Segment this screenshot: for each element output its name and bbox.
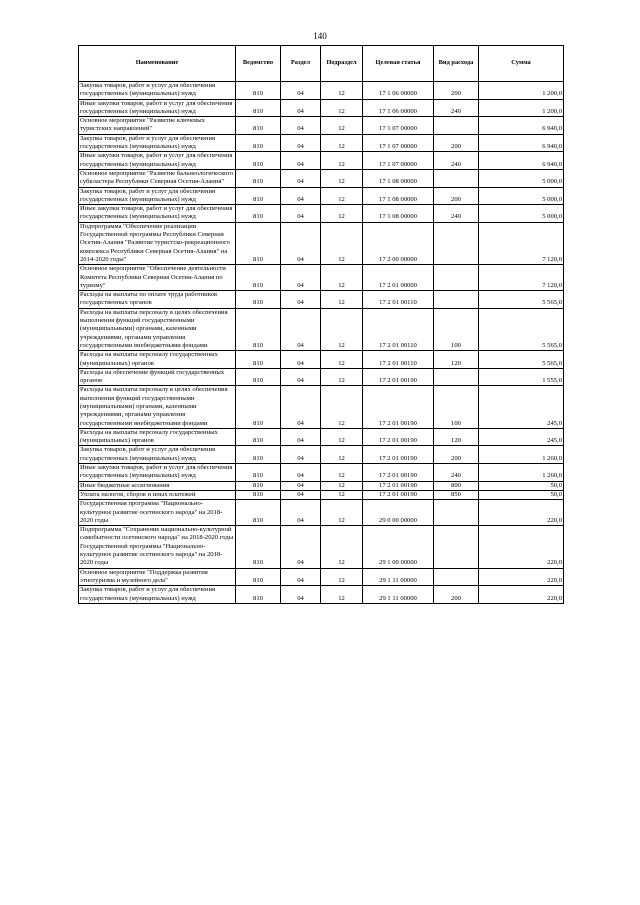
cell-department: 810 — [236, 99, 281, 117]
cell-expense-type — [434, 222, 479, 264]
cell-subsection: 12 — [321, 481, 363, 490]
cell-name: Подпрограмма "Сохранение национально-культурной самобытности осетинского народа" на 2018-2020 годы Государственной программы "Национально-культурное развитие осетинского народа" на 2018-2020 годы — [79, 526, 236, 568]
header-section: Раздел — [281, 46, 321, 82]
cell-section: 04 — [281, 265, 321, 291]
table-row — [79, 351, 564, 369]
table-row — [79, 490, 564, 499]
cell-expense-type: 200 — [434, 82, 479, 100]
cell-target-item: 17 2 01 00190 — [363, 428, 434, 446]
cell-target-item: 29 1 00 00000 — [363, 526, 434, 568]
cell-amount: 6 940,0 — [479, 152, 564, 170]
cell-name: Иные закупки товаров, работ и услуг для обеспечения государственных (муниципальных) нужд — [79, 99, 236, 117]
cell-amount: 220,0 — [479, 526, 564, 568]
cell-section: 04 — [281, 500, 321, 526]
cell-name: Закупка товаров, работ и услуг для обеспечения государственных (муниципальных) нужд — [79, 82, 236, 100]
cell-subsection: 12 — [321, 568, 363, 586]
cell-subsection: 12 — [321, 446, 363, 464]
cell-amount: 5 565,0 — [479, 308, 564, 350]
cell-section: 04 — [281, 291, 321, 309]
table-row — [79, 134, 564, 152]
cell-name: Расходы на выплаты персоналу государственных (муниципальных) органов — [79, 351, 236, 369]
cell-target-item: 17 2 01 00190 — [363, 490, 434, 499]
cell-subsection: 12 — [321, 265, 363, 291]
cell-name: Основное мероприятие "Развитие ключевых туристских направлений" — [79, 117, 236, 135]
table-row — [79, 500, 564, 526]
cell-department: 810 — [236, 169, 281, 187]
cell-amount: 1 200,0 — [479, 82, 564, 100]
cell-department: 810 — [236, 526, 281, 568]
cell-subsection: 12 — [321, 99, 363, 117]
cell-target-item: 17 2 01 00190 — [363, 368, 434, 386]
cell-department: 810 — [236, 481, 281, 490]
cell-subsection: 12 — [321, 464, 363, 482]
header-name: Наименование — [79, 46, 236, 82]
cell-amount: 7 120,0 — [479, 265, 564, 291]
cell-expense-type: 200 — [434, 187, 479, 205]
cell-expense-type — [434, 117, 479, 135]
cell-section: 04 — [281, 481, 321, 490]
cell-target-item: 17 2 01 00110 — [363, 351, 434, 369]
table-row — [79, 152, 564, 170]
cell-target-item: 17 1 08 00000 — [363, 205, 434, 223]
cell-name: Закупка товаров, работ и услуг для обеспечения государственных (муниципальных) нужд — [79, 586, 236, 604]
table-row — [79, 481, 564, 490]
cell-amount: 5 000,0 — [479, 205, 564, 223]
cell-name: Расходы на обеспечение функций государственных органов — [79, 368, 236, 386]
cell-section: 04 — [281, 446, 321, 464]
cell-department: 810 — [236, 368, 281, 386]
cell-section: 04 — [281, 134, 321, 152]
table-row — [79, 187, 564, 205]
cell-target-item: 17 1 06 00000 — [363, 99, 434, 117]
cell-name: Государственная программа "Национально-культурное развитие осетинского народа" на 2018-2020 годы — [79, 500, 236, 526]
cell-target-item: 17 1 06 00000 — [363, 82, 434, 100]
cell-name: Основное мероприятие "Развитие бальнеологического субкластера Республики Северная Осетия-Алания" — [79, 169, 236, 187]
table-row — [79, 308, 564, 350]
header-subsection: Подраздел — [321, 46, 363, 82]
cell-amount: 1 260,0 — [479, 464, 564, 482]
cell-section: 04 — [281, 428, 321, 446]
cell-department: 810 — [236, 308, 281, 350]
cell-section: 04 — [281, 526, 321, 568]
cell-name: Закупка товаров, работ и услуг для обеспечения государственных (муниципальных) нужд — [79, 187, 236, 205]
table-row — [79, 82, 564, 100]
cell-target-item: 29 1 11 00000 — [363, 586, 434, 604]
cell-section: 04 — [281, 351, 321, 369]
cell-expense-type — [434, 568, 479, 586]
cell-section: 04 — [281, 222, 321, 264]
cell-target-item: 29 0 00 00000 — [363, 500, 434, 526]
cell-target-item: 17 2 01 00190 — [363, 446, 434, 464]
cell-name: Иные закупки товаров, работ и услуг для обеспечения государственных (муниципальных) нужд — [79, 464, 236, 482]
table-row — [79, 169, 564, 187]
cell-section: 04 — [281, 490, 321, 499]
table-row — [79, 291, 564, 309]
cell-department: 810 — [236, 568, 281, 586]
cell-subsection: 12 — [321, 386, 363, 428]
cell-expense-type — [434, 500, 479, 526]
table-row — [79, 265, 564, 291]
table-row — [79, 446, 564, 464]
cell-target-item: 17 1 08 00000 — [363, 169, 434, 187]
cell-section: 04 — [281, 308, 321, 350]
table-row — [79, 568, 564, 586]
cell-amount: 220,0 — [479, 500, 564, 526]
cell-department: 810 — [236, 386, 281, 428]
table-row — [79, 222, 564, 264]
cell-amount: 6 940,0 — [479, 134, 564, 152]
cell-section: 04 — [281, 117, 321, 135]
cell-department: 810 — [236, 82, 281, 100]
cell-name: Иные закупки товаров, работ и услуг для обеспечения государственных (муниципальных) нужд — [79, 152, 236, 170]
cell-department: 810 — [236, 291, 281, 309]
cell-section: 04 — [281, 82, 321, 100]
table-row — [79, 464, 564, 482]
cell-expense-type: 200 — [434, 134, 479, 152]
table-row — [79, 368, 564, 386]
cell-subsection: 12 — [321, 117, 363, 135]
cell-expense-type — [434, 169, 479, 187]
cell-section: 04 — [281, 187, 321, 205]
cell-expense-type — [434, 526, 479, 568]
cell-amount: 1 260,0 — [479, 446, 564, 464]
cell-section: 04 — [281, 152, 321, 170]
cell-department: 810 — [236, 117, 281, 135]
cell-expense-type: 240 — [434, 99, 479, 117]
cell-target-item: 17 2 01 00190 — [363, 386, 434, 428]
cell-name: Уплата налогов, сборов и иных платежей — [79, 490, 236, 499]
cell-section: 04 — [281, 386, 321, 428]
cell-amount: 7 120,0 — [479, 222, 564, 264]
cell-target-item: 17 2 01 00190 — [363, 464, 434, 482]
table-row — [79, 117, 564, 135]
cell-name: Расходы на выплаты персоналу в целях обеспечения выполнения функций государственными (муниципальными) органами, казенными учреждениями, органами управления государственными внебюджетными фондами — [79, 386, 236, 428]
cell-target-item: 17 1 07 00000 — [363, 152, 434, 170]
cell-section: 04 — [281, 205, 321, 223]
cell-department: 810 — [236, 205, 281, 223]
header-amount: Сумма — [479, 46, 564, 82]
cell-subsection: 12 — [321, 368, 363, 386]
table-header-row — [79, 46, 564, 82]
cell-target-item: 17 2 01 00190 — [363, 481, 434, 490]
cell-subsection: 12 — [321, 169, 363, 187]
header-expense-type: Вид расхода — [434, 46, 479, 82]
cell-section: 04 — [281, 169, 321, 187]
cell-expense-type: 200 — [434, 586, 479, 604]
cell-subsection: 12 — [321, 586, 363, 604]
cell-amount: 50,0 — [479, 490, 564, 499]
cell-expense-type: 100 — [434, 308, 479, 350]
cell-name: Расходы на выплаты персоналу в целях обеспечения выполнения функций государственными (муниципальными) органами, казенными учреждениями, органами управления государственными внебюджетными фондами — [79, 308, 236, 350]
cell-amount: 245,0 — [479, 386, 564, 428]
cell-subsection: 12 — [321, 152, 363, 170]
cell-amount: 1 200,0 — [479, 99, 564, 117]
cell-expense-type: 120 — [434, 351, 479, 369]
cell-department: 810 — [236, 265, 281, 291]
cell-subsection: 12 — [321, 428, 363, 446]
cell-amount: 6 940,0 — [479, 117, 564, 135]
cell-target-item: 17 2 00 00000 — [363, 222, 434, 264]
cell-department: 810 — [236, 490, 281, 499]
cell-section: 04 — [281, 464, 321, 482]
cell-department: 810 — [236, 134, 281, 152]
cell-name: Основное мероприятие "Поддержка развития этнотуризма и музейного дела" — [79, 568, 236, 586]
cell-name: Иные бюджетные ассигнования — [79, 481, 236, 490]
cell-subsection: 12 — [321, 308, 363, 350]
cell-expense-type: 240 — [434, 152, 479, 170]
cell-amount: 220,0 — [479, 586, 564, 604]
cell-subsection: 12 — [321, 490, 363, 499]
cell-expense-type: 100 — [434, 386, 479, 428]
cell-subsection: 12 — [321, 291, 363, 309]
cell-name: Расходы на выплаты персоналу государственных (муниципальных) органов — [79, 428, 236, 446]
cell-expense-type: 120 — [434, 428, 479, 446]
cell-section: 04 — [281, 586, 321, 604]
cell-target-item: 17 2 01 00110 — [363, 291, 434, 309]
cell-department: 810 — [236, 351, 281, 369]
cell-amount: 5 000,0 — [479, 169, 564, 187]
cell-amount: 1 555,0 — [479, 368, 564, 386]
table-row — [79, 205, 564, 223]
cell-department: 810 — [236, 222, 281, 264]
table-row — [79, 586, 564, 604]
cell-name: Закупка товаров, работ и услуг для обеспечения государственных (муниципальных) нужд — [79, 134, 236, 152]
cell-subsection: 12 — [321, 82, 363, 100]
cell-subsection: 12 — [321, 187, 363, 205]
cell-subsection: 12 — [321, 351, 363, 369]
cell-expense-type: 240 — [434, 205, 479, 223]
cell-subsection: 12 — [321, 526, 363, 568]
cell-department: 810 — [236, 500, 281, 526]
cell-expense-type — [434, 368, 479, 386]
cell-name: Иные закупки товаров, работ и услуг для обеспечения государственных (муниципальных) нужд — [79, 205, 236, 223]
cell-target-item: 17 1 07 00000 — [363, 134, 434, 152]
budget-table — [78, 45, 564, 604]
cell-name: Подпрограмма "Обеспечение реализации Государственной программы Республики Северная Осетия-Алания "Развитие туристско-рекреационного комплекса Республики Северная Осетия-Алания" на 2014-2020 годы" — [79, 222, 236, 264]
table-row — [79, 99, 564, 117]
cell-expense-type: 850 — [434, 490, 479, 499]
cell-amount: 5 000,0 — [479, 187, 564, 205]
cell-target-item: 17 2 01 00110 — [363, 308, 434, 350]
cell-department: 810 — [236, 152, 281, 170]
cell-department: 810 — [236, 464, 281, 482]
cell-department: 810 — [236, 586, 281, 604]
page-number: 140 — [313, 31, 327, 41]
header-target-item: Целевая статья — [363, 46, 434, 82]
cell-section: 04 — [281, 99, 321, 117]
cell-amount: 5 565,0 — [479, 291, 564, 309]
cell-target-item: 17 1 07 00000 — [363, 117, 434, 135]
cell-name: Закупка товаров, работ и услуг для обеспечения государственных (муниципальных) нужд — [79, 446, 236, 464]
cell-amount: 5 565,0 — [479, 351, 564, 369]
cell-expense-type — [434, 265, 479, 291]
cell-subsection: 12 — [321, 500, 363, 526]
cell-subsection: 12 — [321, 205, 363, 223]
cell-department: 810 — [236, 187, 281, 205]
cell-target-item: 17 2 01 00000 — [363, 265, 434, 291]
table-row — [79, 526, 564, 568]
cell-expense-type: 200 — [434, 446, 479, 464]
cell-amount: 220,0 — [479, 568, 564, 586]
cell-expense-type — [434, 291, 479, 309]
cell-name: Основное мероприятие "Обеспечение деятельности Комитета Республики Северная Осетия-Алания по туризму" — [79, 265, 236, 291]
cell-target-item: 29 1 11 00000 — [363, 568, 434, 586]
cell-amount: 245,0 — [479, 428, 564, 446]
cell-target-item: 17 1 08 00000 — [363, 187, 434, 205]
cell-expense-type: 240 — [434, 464, 479, 482]
cell-subsection: 12 — [321, 134, 363, 152]
cell-subsection: 12 — [321, 222, 363, 264]
header-department: Ведомство — [236, 46, 281, 82]
cell-amount: 50,0 — [479, 481, 564, 490]
cell-section: 04 — [281, 368, 321, 386]
table-row — [79, 428, 564, 446]
cell-department: 810 — [236, 446, 281, 464]
cell-department: 810 — [236, 428, 281, 446]
cell-section: 04 — [281, 568, 321, 586]
cell-name: Расходы на выплаты по оплате труда работников государственных органов — [79, 291, 236, 309]
table-row — [79, 386, 564, 428]
cell-expense-type: 800 — [434, 481, 479, 490]
